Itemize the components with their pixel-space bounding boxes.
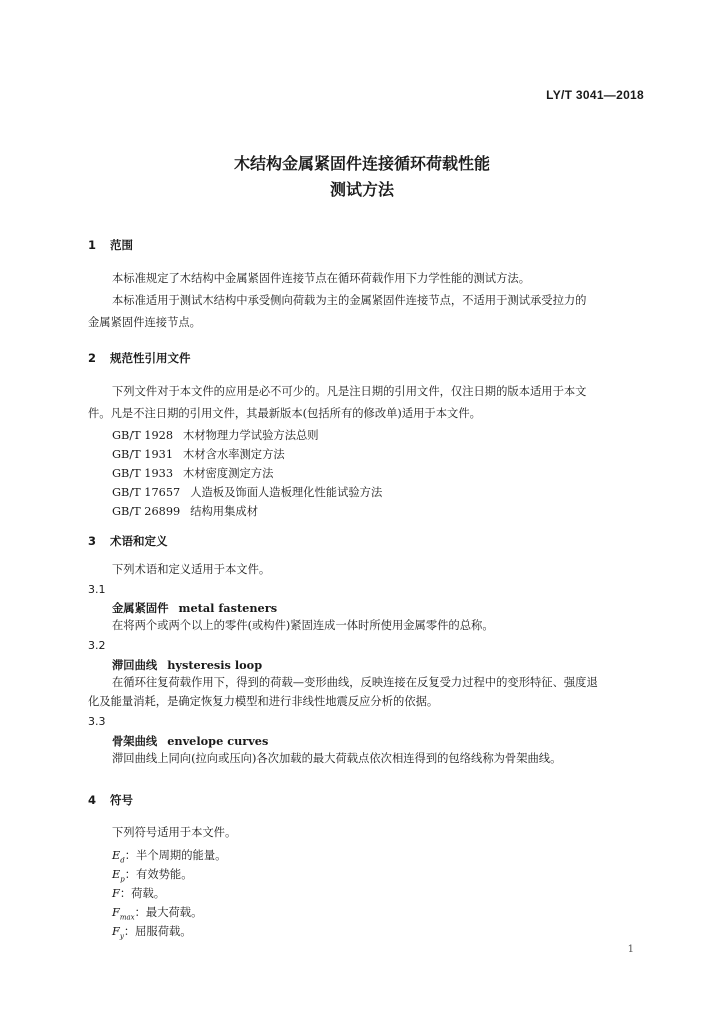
symbol-description: ：荷载。 <box>119 887 166 900</box>
symbol-item <box>112 866 193 883</box>
symbol-subscript: max <box>119 913 135 922</box>
section-title: 术语和定义 <box>110 534 168 548</box>
term-chinese: 骨架曲线 <box>112 735 158 748</box>
reference-name: 结构用集成材 <box>190 505 258 518</box>
section-title: 符号 <box>110 793 133 807</box>
term-definition: 在将两个或两个以上的零件(或构件)紧固连成一体时所使用金属零件的总称。 <box>112 619 494 632</box>
reference-item <box>112 429 319 443</box>
section-2-heading <box>88 350 191 366</box>
section-number: 1 <box>88 238 97 252</box>
term-english: hysteresis loop <box>167 658 263 672</box>
reference-code: GB/T 1931 <box>112 448 174 461</box>
reference-name: 木材物理力学试验方法总则 <box>183 429 319 442</box>
symbol-item <box>112 923 192 940</box>
document-title-line2: 测试方法 <box>329 180 394 199</box>
symbol-description: ：半个周期的能量。 <box>124 849 227 862</box>
page-number: 1 <box>627 944 634 955</box>
section-4-heading <box>88 792 133 808</box>
paragraph: 下列文件对于本文件的应用是必不可少的。凡是注日期的引用文件，仅注日期的版本适用于本文 <box>112 385 587 398</box>
reference-item <box>112 505 258 519</box>
symbol-item <box>112 904 202 921</box>
symbol-description: ：有效势能。 <box>124 868 193 881</box>
reference-code: GB/T 26899 <box>112 505 181 518</box>
paragraph-continuation: 件。凡是不注日期的引用文件，其最新版本(包括所有的修改单)适用于本文件。 <box>88 407 481 420</box>
document-title-line1: 木结构金属紧固件连接循环荷载性能 <box>233 154 490 173</box>
clause-number: 3.2 <box>88 639 106 652</box>
standard-code: LY/T 3041—2018 <box>546 88 644 102</box>
term-definition: 滞回曲线上同向(拉向或压向)各次加载的最大荷载点依次相连得到的包络线称为骨架曲线。 <box>112 752 562 765</box>
paragraph: 本标准适用于测试木结构中承受侧向荷载为主的金属紧固件连接节点，不适用于测试承受拉力的 <box>112 294 587 307</box>
term-english: envelope curves <box>167 734 269 748</box>
symbol-item <box>112 847 226 864</box>
term-english: metal fasteners <box>178 601 278 615</box>
term-definition: 在循环往复荷载作用下，得到的荷载—变形曲线，反映连接在反复受力过程中的变形特征、强度退 <box>112 676 598 689</box>
term-chinese: 滞回曲线 <box>112 659 158 672</box>
section-title: 范围 <box>110 238 133 252</box>
symbol: F <box>112 906 120 919</box>
clause-number: 3.1 <box>88 583 106 596</box>
reference-item <box>112 486 382 500</box>
reference-item <box>112 467 273 481</box>
term-heading <box>112 657 262 673</box>
paragraph-continuation: 金属紧固件连接节点。 <box>88 316 201 329</box>
reference-item <box>112 448 285 462</box>
term-heading <box>112 600 277 616</box>
reference-name: 木材含水率测定方法 <box>183 448 285 461</box>
symbol-subscript: d <box>120 856 125 865</box>
section-number: 3 <box>88 534 97 548</box>
section-1-heading <box>88 237 133 253</box>
symbol: F <box>112 925 120 938</box>
symbol-item <box>112 885 165 902</box>
reference-name: 人造板及饰面人造板理化性能试验方法 <box>190 486 383 499</box>
symbol-description: ：最大荷载。 <box>134 906 203 919</box>
paragraph: 下列术语和定义适用于本文件。 <box>112 563 271 576</box>
reference-name: 木材密度测定方法 <box>183 467 274 480</box>
section-3-heading <box>88 533 168 549</box>
term-chinese: 金属紧固件 <box>112 602 169 615</box>
reference-code: GB/T 17657 <box>112 486 181 499</box>
symbol-subscript: p <box>120 875 125 884</box>
symbol: E <box>112 868 121 881</box>
paragraph: 本标准规定了木结构中金属紧固件连接节点在循环荷载作用下力学性能的测试方法。 <box>112 272 530 285</box>
symbol: E <box>112 849 121 862</box>
symbol-subscript: y <box>119 932 124 941</box>
clause-number: 3.3 <box>88 715 106 728</box>
symbol: F <box>112 887 120 900</box>
reference-code: GB/T 1928 <box>112 429 174 442</box>
reference-code: GB/T 1933 <box>112 467 174 480</box>
section-number: 4 <box>88 793 97 807</box>
symbol-description: ：屈服荷载。 <box>123 925 192 938</box>
section-title: 规范性引用文件 <box>110 351 191 365</box>
term-heading <box>112 733 268 749</box>
section-number: 2 <box>88 351 97 365</box>
paragraph: 下列符号适用于本文件。 <box>112 826 237 839</box>
term-definition-continuation: 化及能量消耗，是确定恢复力模型和进行非线性地震反应分析的依据。 <box>88 695 439 708</box>
